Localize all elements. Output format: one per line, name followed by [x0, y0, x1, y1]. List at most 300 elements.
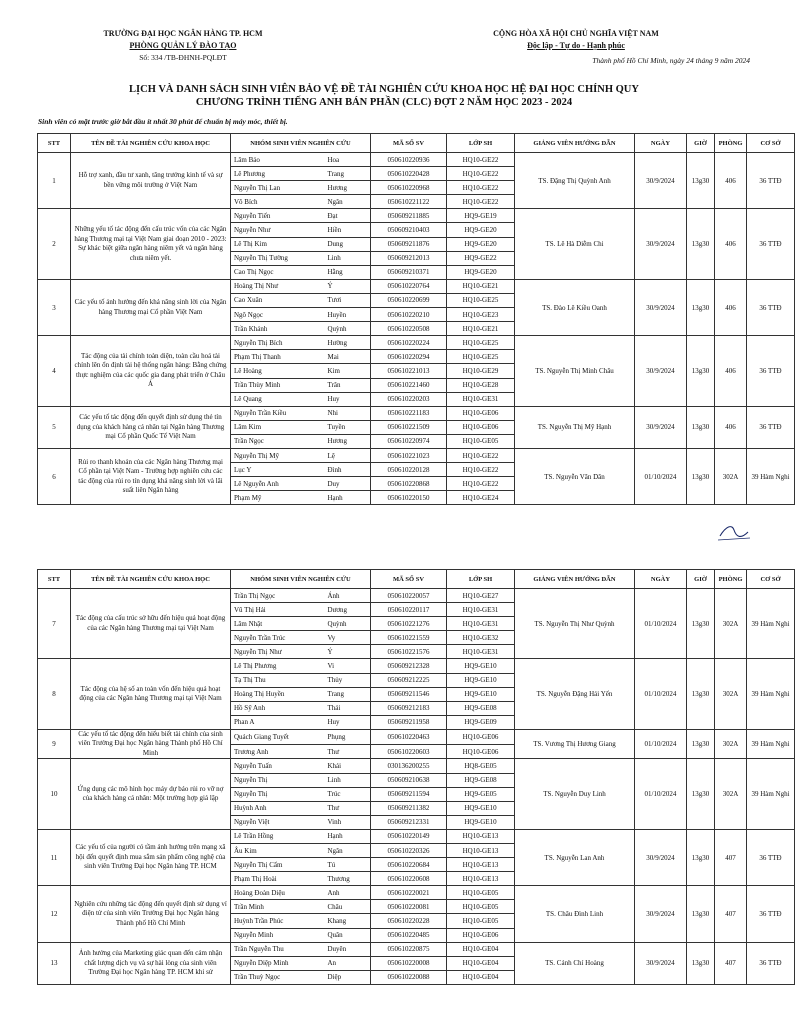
member-given-name: Hoa	[325, 153, 371, 167]
date-cell: 01/10/2024	[635, 448, 687, 504]
student-id: 050610220684	[371, 858, 447, 872]
class-code: HQ9-GE08	[447, 773, 515, 787]
stt-cell: 6	[38, 448, 71, 504]
class-code: HQ10-GE27	[447, 589, 515, 603]
stt-cell: 10	[38, 759, 71, 829]
student-id: 050609211546	[371, 687, 447, 701]
member-name: Phạm Thị Thanh	[231, 350, 325, 364]
student-id: 050609211594	[371, 787, 447, 801]
student-id: 050610220603	[371, 744, 447, 759]
class-code: HQ10-GE22	[447, 167, 515, 181]
member-name: Nguyễn Tuấn	[231, 759, 325, 773]
class-code: HQ10-GE04	[447, 970, 515, 984]
topic-cell: Nghiên cứu những tác động đến quyết định sử dụng ví điện tử của sinh viên Trường Đại học Ngân hàng Thành phố Hồ Chí Minh	[71, 886, 231, 942]
student-id: 050609212328	[371, 659, 447, 673]
member-name: Lê Thị Kim	[231, 237, 325, 251]
date-cell: 30/9/2024	[635, 886, 687, 942]
member-name: Nguyễn Việt	[231, 815, 325, 829]
member-given-name: Hiền	[325, 223, 371, 237]
member-given-name: Trang	[325, 167, 371, 181]
member-given-name: Thương	[325, 872, 371, 886]
topic-cell: Các yếu tố ảnh hưởng đến khả năng sinh lời của Ngân hàng Thương mại Cổ phần Việt Nam	[71, 279, 231, 335]
topic-cell: Hỗ trợ xanh, đầu tư xanh, tăng trưởng kinh tế và sự bền vững môi trường ở Việt Nam	[71, 153, 231, 209]
member-name: Trần Nguyễn Thu	[231, 942, 325, 956]
member-given-name: Khải	[325, 759, 371, 773]
stt-cell: 12	[38, 886, 71, 942]
member-given-name: Tươi	[325, 293, 371, 307]
col-room-header: PHÒNG	[715, 570, 747, 589]
table-row	[38, 886, 795, 900]
table-row	[38, 279, 795, 293]
member-name: Tạ Thị Thu	[231, 673, 325, 687]
class-code: HQ10-GE13	[447, 844, 515, 858]
campus-cell: 36 TTĐ	[747, 886, 795, 942]
member-given-name: Trân	[325, 378, 371, 392]
col-student-id-header: MÃ SỐ SV	[371, 134, 447, 153]
member-name: Cao Xuân	[231, 293, 325, 307]
col-advisor-header: GIẢNG VIÊN HƯỚNG DẪN	[515, 134, 635, 153]
member-given-name: Trang	[325, 687, 371, 701]
member-given-name: Phụng	[325, 729, 371, 744]
student-id: 050610220149	[371, 829, 447, 843]
col-topic-header: TÊN ĐỀ TÀI NGHIÊN CỨU KHOA HỌC	[71, 570, 231, 589]
table-row	[38, 336, 795, 350]
member-given-name: Ý	[325, 645, 371, 659]
member-given-name: Trúc	[325, 787, 371, 801]
student-id: 050609211876	[371, 237, 447, 251]
member-given-name: Thái	[325, 701, 371, 715]
member-name: Lâm Kim	[231, 420, 325, 434]
member-name: Âu Kim	[231, 844, 325, 858]
member-given-name: Thư	[325, 801, 371, 815]
room-cell: 407	[715, 886, 747, 942]
col-date-header: NGÀY	[635, 134, 687, 153]
member-given-name: Đạt	[325, 209, 371, 223]
topic-cell: Các yếu tố tác động đến quyết định sử dụng thẻ tín dụng của khách hàng cá nhân tại Ngân hàng Thương mại Cổ phần Quốc Tế Việt Nam	[71, 406, 231, 448]
student-id: 050609210638	[371, 773, 447, 787]
member-given-name: Kim	[325, 364, 371, 378]
room-cell: 302A	[715, 589, 747, 659]
col-stt-header: STT	[38, 134, 71, 153]
stt-cell: 9	[38, 729, 71, 759]
member-given-name: Hường	[325, 336, 371, 350]
student-id: 050610220117	[371, 603, 447, 617]
class-code: HQ10-GE06	[447, 420, 515, 434]
student-id: 050609210371	[371, 265, 447, 279]
document-title-line-1: LỊCH VÀ DANH SÁCH SINH VIÊN BẢO VỆ ĐỀ TÀI NGHIÊN CỨU KHOA HỌC HỆ ĐẠI HỌC CHÍNH QUY	[129, 84, 639, 95]
member-name: Huỳnh Anh	[231, 801, 325, 815]
class-code: HQ9-GE22	[447, 251, 515, 265]
republic-name: CỘNG HÒA XÃ HỘI CHỦ NGHĨA VIỆT NAM	[493, 29, 659, 38]
member-name: Phạm Thị Hoài	[231, 872, 325, 886]
member-name: Hoàng Đoàn Diệu	[231, 886, 325, 900]
advisor-cell: TS. Nguyễn Đặng Hải Yến	[515, 659, 635, 729]
member-given-name: Hương	[325, 181, 371, 195]
member-given-name: Huy	[325, 392, 371, 406]
student-id: 050610220968	[371, 181, 447, 195]
campus-cell: 36 TTĐ	[747, 406, 795, 448]
student-id: 050610221559	[371, 631, 447, 645]
date-cell: 30/9/2024	[635, 942, 687, 984]
student-id: 050610221576	[371, 645, 447, 659]
topic-cell: Ảnh hưởng của Marketing giác quan đến cảm nhận chất lượng dịch vụ và sự hài lòng của sinh viên Trường Đại học Ngân hàng TP. HCM khi sử	[71, 942, 231, 984]
member-given-name: Ngân	[325, 195, 371, 209]
col-class-header: LỚP SH	[447, 570, 515, 589]
class-code: HQ10-GE04	[447, 942, 515, 956]
member-given-name: Tú	[325, 858, 371, 872]
issuer-header	[88, 28, 278, 64]
class-code: HQ9-GE20	[447, 237, 515, 251]
class-code: HQ10-GE06	[447, 729, 515, 744]
advisor-cell: TS. Đặng Thị Quỳnh Anh	[515, 153, 635, 209]
time-cell: 13g30	[687, 209, 715, 279]
student-id: 050610220699	[371, 293, 447, 307]
campus-cell: 39 Hàm Nghi	[747, 759, 795, 829]
member-name: Lê Nguyễn Anh	[231, 477, 325, 491]
campus-cell: 39 Hàm Nghi	[747, 448, 795, 504]
date-cell: 01/10/2024	[635, 729, 687, 759]
student-id: 050610221460	[371, 378, 447, 392]
table-row	[38, 209, 795, 223]
member-name: Nguyễn Thị	[231, 773, 325, 787]
member-given-name: Hạnh	[325, 829, 371, 843]
stt-cell: 4	[38, 336, 71, 406]
class-code: HQ10-GE05	[447, 886, 515, 900]
member-name: Phan A	[231, 715, 325, 729]
class-code: HQ9-GE20	[447, 223, 515, 237]
room-cell: 406	[715, 336, 747, 406]
member-name: Hoàng Thị Huyền	[231, 687, 325, 701]
class-code: HQ9-GE10	[447, 815, 515, 829]
campus-cell: 36 TTĐ	[747, 279, 795, 335]
student-id: 050610220936	[371, 153, 447, 167]
member-given-name: Quân	[325, 928, 371, 942]
member-name: Lê Trần Hồng	[231, 829, 325, 843]
student-id: 050610220508	[371, 322, 447, 336]
room-cell: 407	[715, 829, 747, 885]
student-id: 050609210403	[371, 223, 447, 237]
member-given-name: Hằng	[325, 265, 371, 279]
national-header	[456, 28, 696, 52]
member-name: Lê Phương	[231, 167, 325, 181]
class-code: HQ9-GE09	[447, 715, 515, 729]
advisor-cell: TS. Nguyễn Thị Như Quỳnh	[515, 589, 635, 659]
class-code: HQ9-GE10	[447, 659, 515, 673]
student-id: 050610220008	[371, 956, 447, 970]
room-cell: 302A	[715, 729, 747, 759]
member-name: Hoàng Thị Như	[231, 279, 325, 293]
time-cell: 13g30	[687, 942, 715, 984]
student-id: 050610221509	[371, 420, 447, 434]
time-cell: 13g30	[687, 153, 715, 209]
member-name: Lục Y	[231, 463, 325, 477]
student-id: 050610220485	[371, 928, 447, 942]
student-id: 050610220210	[371, 308, 447, 322]
campus-cell: 36 TTĐ	[747, 209, 795, 279]
student-id: 050610221276	[371, 617, 447, 631]
time-cell: 13g30	[687, 759, 715, 829]
member-name: Trần Thuỳ Ngọc	[231, 970, 325, 984]
student-id: 050610220224	[371, 336, 447, 350]
student-id: 050610220294	[371, 350, 447, 364]
member-name: Nguyễn Như	[231, 223, 325, 237]
member-given-name: Ngân	[325, 844, 371, 858]
student-id: 050610220875	[371, 942, 447, 956]
col-student-id-header: MÃ SỐ SV	[371, 570, 447, 589]
member-name: Nguyễn Trần Kiều	[231, 406, 325, 420]
member-name: Võ Bích	[231, 195, 325, 209]
national-motto: Độc lập - Tự do - Hạnh phúc	[527, 41, 625, 50]
student-id: 050610220868	[371, 477, 447, 491]
col-campus-header: CƠ SỞ	[747, 570, 795, 589]
member-name: Trần Thị Ngọc	[231, 589, 325, 603]
campus-cell: 36 TTĐ	[747, 829, 795, 885]
class-code: HQ10-GE22	[447, 477, 515, 491]
member-name: Nguyễn Thị Mỹ	[231, 448, 325, 462]
member-given-name: Mai	[325, 350, 371, 364]
member-name: Nguyễn Minh	[231, 928, 325, 942]
member-name: Trần Minh	[231, 900, 325, 914]
member-name: Quách Giang Tuyết	[231, 729, 325, 744]
topic-cell: Ứng dụng các mô hình học máy dự báo rủi ro vỡ nợ của khách hàng cá nhân: Một trường hợp giả lập	[71, 759, 231, 829]
advisor-cell: TS. Nguyễn Lan Anh	[515, 829, 635, 885]
university-name: TRƯỜNG ĐẠI HỌC NGÂN HÀNG TP. HCM	[103, 29, 263, 38]
advisor-cell: TS. Cảnh Chí Hoàng	[515, 942, 635, 984]
place-date: Thành phố Hồ Chí Minh, ngày 24 tháng 9 năm 2024	[592, 56, 750, 65]
member-given-name: Duyên	[325, 942, 371, 956]
class-code: HQ10-GE13	[447, 829, 515, 843]
date-cell: 30/9/2024	[635, 279, 687, 335]
member-given-name: Hương	[325, 434, 371, 448]
campus-cell: 36 TTĐ	[747, 153, 795, 209]
topic-cell: Tác động của hệ số an toàn vốn đến hiệu quả hoạt động của các Ngân hàng Thương mại tại Việt Nam	[71, 659, 231, 729]
class-code: HQ10-GE31	[447, 645, 515, 659]
table-row	[38, 729, 795, 744]
member-given-name: Linh	[325, 773, 371, 787]
stt-cell: 8	[38, 659, 71, 729]
topic-cell: Tác động của tài chính toàn diện, toàn cầu hoá tài chính lên ổn định tài hệ thống ngân hàng: Bằng chứng thực nghiệm của các quốc gia đang phát triển ở Châu Á	[71, 336, 231, 406]
table-row	[38, 829, 795, 843]
member-given-name: Đình	[325, 463, 371, 477]
class-code: HQ9-GE19	[447, 209, 515, 223]
student-id: 050610221183	[371, 406, 447, 420]
member-name: Nguyễn Thị Như	[231, 645, 325, 659]
topic-cell: Tác động của cấu trúc sở hữu đến hiệu quả hoạt động của các Ngân hàng Thương mại tại Việt Nam	[71, 589, 231, 659]
member-name: Nguyễn Trần Trúc	[231, 631, 325, 645]
table-row	[38, 448, 795, 462]
campus-cell: 39 Hàm Nghi	[747, 659, 795, 729]
class-code: HQ10-GE31	[447, 392, 515, 406]
class-code: HQ10-GE06	[447, 406, 515, 420]
member-name: Trần Khánh	[231, 322, 325, 336]
member-name: Huỳnh Trần Phúc	[231, 914, 325, 928]
student-id: 050610220081	[371, 900, 447, 914]
class-code: HQ10-GE05	[447, 914, 515, 928]
student-id: 050609211382	[371, 801, 447, 815]
stt-cell: 11	[38, 829, 71, 885]
col-time-header: GIỜ	[687, 134, 715, 153]
student-id: 050610220428	[371, 167, 447, 181]
class-code: HQ9-GE10	[447, 801, 515, 815]
class-code: HQ10-GE31	[447, 603, 515, 617]
member-given-name: Quỳnh	[325, 322, 371, 336]
stt-cell: 5	[38, 406, 71, 448]
class-code: HQ9-GE10	[447, 673, 515, 687]
member-given-name: Lệ	[325, 448, 371, 462]
member-given-name: Ý	[325, 279, 371, 293]
table-row	[38, 589, 795, 603]
student-id: 050610220203	[371, 392, 447, 406]
time-cell: 13g30	[687, 589, 715, 659]
class-code: HQ10-GE21	[447, 279, 515, 293]
class-code: HQ10-GE21	[447, 322, 515, 336]
student-id: 050609212225	[371, 673, 447, 687]
date-cell: 01/10/2024	[635, 589, 687, 659]
student-id: 050610220228	[371, 914, 447, 928]
date-cell: 30/9/2024	[635, 829, 687, 885]
member-name: Nguyễn Diệp Minh	[231, 956, 325, 970]
stt-cell: 3	[38, 279, 71, 335]
member-name: Nguyễn Thị Tường	[231, 251, 325, 265]
member-name: Phạm Mỹ	[231, 491, 325, 505]
room-cell: 406	[715, 406, 747, 448]
time-cell: 13g30	[687, 886, 715, 942]
student-id: 050609212013	[371, 251, 447, 265]
class-code: HQ8-GE05	[447, 759, 515, 773]
class-code: HQ10-GE25	[447, 336, 515, 350]
member-name: Trương Anh	[231, 744, 325, 759]
time-cell: 13g30	[687, 829, 715, 885]
advisor-cell: TS. Nguyễn Thị Minh Châu	[515, 336, 635, 406]
member-given-name: Duy	[325, 477, 371, 491]
student-id: 050610220057	[371, 589, 447, 603]
class-code: HQ9-GE10	[447, 687, 515, 701]
department-name: PHÒNG QUẢN LÝ ĐÀO TẠO	[129, 41, 237, 50]
class-code: HQ10-GE29	[447, 364, 515, 378]
date-cell: 30/9/2024	[635, 406, 687, 448]
student-id: 050610220088	[371, 970, 447, 984]
room-cell: 302A	[715, 659, 747, 729]
room-cell: 406	[715, 153, 747, 209]
table-row	[38, 406, 795, 420]
class-code: HQ10-GE28	[447, 378, 515, 392]
member-given-name: Ánh	[325, 589, 371, 603]
member-name: Lê Thị Phương	[231, 659, 325, 673]
member-given-name: Vinh	[325, 815, 371, 829]
member-name: Vũ Thị Hải	[231, 603, 325, 617]
member-name: Cao Thị Ngọc	[231, 265, 325, 279]
student-id: 050610220021	[371, 886, 447, 900]
student-id: 050610220150	[371, 491, 447, 505]
class-code: HQ10-GE25	[447, 293, 515, 307]
date-cell: 30/9/2024	[635, 209, 687, 279]
col-stt-header: STT	[38, 570, 71, 589]
schedule-table-1	[37, 133, 795, 505]
class-code: HQ9-GE08	[447, 701, 515, 715]
class-code: HQ10-GE13	[447, 872, 515, 886]
schedule-table-2	[37, 569, 795, 985]
date-cell: 30/9/2024	[635, 153, 687, 209]
member-given-name: Diệp	[325, 970, 371, 984]
date-cell: 30/9/2024	[635, 336, 687, 406]
topic-cell: Những yếu tố tác động đến cấu trúc vốn của các Ngân hàng Thương mại tại Việt Nam giai đoạn 2010 - 2023: Sự khác biệt giữa ngân hàng niêm yết và ngân hàng chưa niêm yết.	[71, 209, 231, 279]
col-topic-header: TÊN ĐỀ TÀI NGHIÊN CỨU KHOA HỌC	[71, 134, 231, 153]
member-name: Nguyễn Thị Lan	[231, 181, 325, 195]
stt-cell: 7	[38, 589, 71, 659]
member-given-name: Linh	[325, 251, 371, 265]
member-given-name: Thư	[325, 744, 371, 759]
class-code: HQ10-GE06	[447, 744, 515, 759]
date-cell: 01/10/2024	[635, 659, 687, 729]
student-id: 050610220764	[371, 279, 447, 293]
class-code: HQ10-GE22	[447, 153, 515, 167]
room-cell: 302A	[715, 759, 747, 829]
member-given-name: Dương	[325, 603, 371, 617]
class-code: HQ9-GE05	[447, 787, 515, 801]
advisor-cell: TS. Lê Hà Diễm Chi	[515, 209, 635, 279]
topic-cell: Rủi ro thanh khoản của các Ngân hàng Thương mại Cổ phần tại Việt Nam - Trường hợp nghiên cứu các tác động của rủi ro tín dụng khả năng sinh lời và lãi suất liên Ngân hàng	[71, 448, 231, 504]
col-campus-header: CƠ SỞ	[747, 134, 795, 153]
time-cell: 13g30	[687, 448, 715, 504]
document-number: Số: 334 /TB-ĐHNH-PQLĐT	[139, 53, 227, 62]
class-code: HQ10-GE05	[447, 900, 515, 914]
class-code: HQ10-GE22	[447, 448, 515, 462]
student-id: 050610220128	[371, 463, 447, 477]
campus-cell: 36 TTĐ	[747, 336, 795, 406]
table-row	[38, 759, 795, 773]
member-name: Trần Ngọc	[231, 434, 325, 448]
col-advisor-header: GIẢNG VIÊN HƯỚNG DẪN	[515, 570, 635, 589]
member-name: Hồ Sỹ Anh	[231, 701, 325, 715]
member-given-name: An	[325, 956, 371, 970]
member-name: Lê Hoàng	[231, 364, 325, 378]
table-row	[38, 153, 795, 167]
member-name: Lâm Bảo	[231, 153, 325, 167]
advisor-cell: TS. Đào Lê Kiều Oanh	[515, 279, 635, 335]
stt-cell: 2	[38, 209, 71, 279]
campus-cell: 36 TTĐ	[747, 942, 795, 984]
class-code: HQ10-GE05	[447, 434, 515, 448]
member-given-name: Nhi	[325, 406, 371, 420]
student-id: 050610220608	[371, 872, 447, 886]
header-row	[38, 134, 795, 153]
class-code: HQ10-GE31	[447, 617, 515, 631]
table-row	[38, 659, 795, 673]
class-code: HQ10-GE25	[447, 350, 515, 364]
class-code: HQ10-GE24	[447, 491, 515, 505]
student-id: 050609211885	[371, 209, 447, 223]
time-cell: 13g30	[687, 659, 715, 729]
student-id: 050610220326	[371, 844, 447, 858]
student-id: 050610221023	[371, 448, 447, 462]
campus-cell: 39 Hàm Nghi	[747, 729, 795, 759]
col-room-header: PHÒNG	[715, 134, 747, 153]
time-cell: 13g30	[687, 279, 715, 335]
col-group-header: NHÓM SINH VIÊN NGHIÊN CỨU	[231, 134, 371, 153]
stt-cell: 13	[38, 942, 71, 984]
room-cell: 406	[715, 279, 747, 335]
document-title-line-2: CHƯƠNG TRÌNH TIẾNG ANH BÁN PHẦN (CLC) ĐỢT 2 NĂM HỌC 2023 - 2024	[195, 97, 573, 108]
member-given-name: Khang	[325, 914, 371, 928]
header-row	[38, 570, 795, 589]
class-code: HQ10-GE22	[447, 195, 515, 209]
advisor-cell: TS. Nguyễn Duy Linh	[515, 759, 635, 829]
student-id: 050610221013	[371, 364, 447, 378]
member-given-name: Hạnh	[325, 491, 371, 505]
member-given-name: Dung	[325, 237, 371, 251]
class-code: HQ10-GE23	[447, 308, 515, 322]
topic-cell: Các yếu tố tác động đến hiểu biết tài chính của sinh viên Trường Đại học Ngân hàng Thành phố Hồ Chí Minh	[71, 729, 231, 759]
